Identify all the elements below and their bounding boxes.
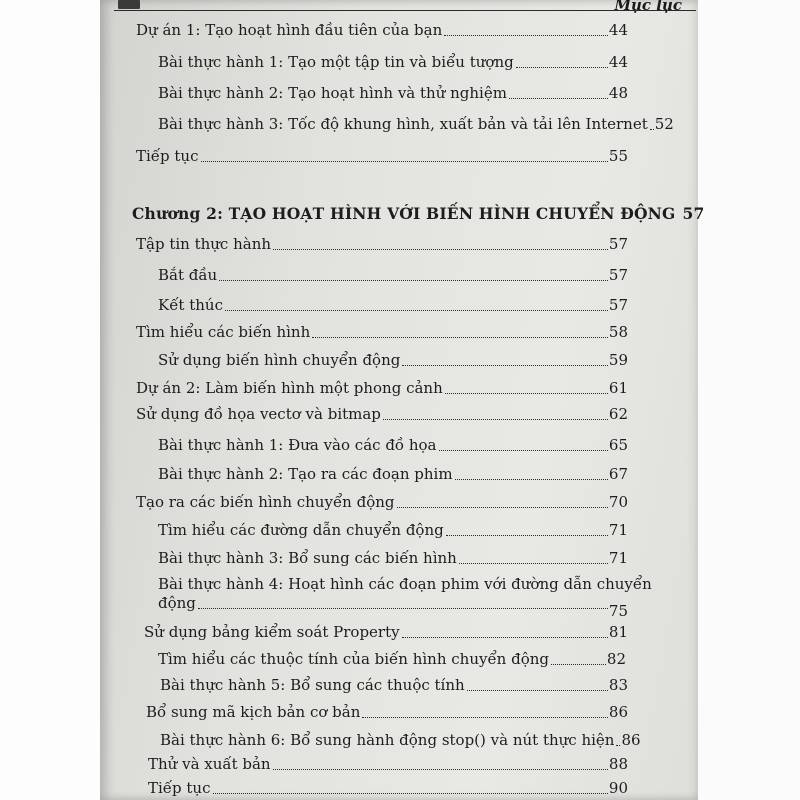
toc-entry-title: Tìm hiểu các biến hình bbox=[136, 323, 311, 341]
toc-entry-exercise-ch2-1 bbox=[158, 437, 628, 454]
toc-entry-tween-properties bbox=[158, 651, 626, 668]
toc-entry-title: Sử dụng bảng kiểm soát Property bbox=[144, 623, 400, 641]
toc-entry-page: 86 bbox=[621, 731, 641, 749]
dot-leader bbox=[312, 337, 608, 338]
toc-entry-exercise-3 bbox=[158, 115, 674, 133]
toc-entry-title: Bài thực hành 3: Bổ sung các biến hình bbox=[158, 549, 457, 567]
dot-leader bbox=[467, 690, 608, 691]
toc-entry-title-line1: Bài thực hành 4: Hoạt hình các đoạn phim với đường dẫn chuyển bbox=[158, 575, 652, 593]
toc-entry-title: Dự án 1: Tạo hoạt hình đầu tiên của bạn bbox=[136, 21, 443, 39]
toc-entry-basic-scripting bbox=[146, 704, 628, 721]
toc-entry-exercise-ch2-2 bbox=[158, 466, 628, 483]
toc-entry-page: 90 bbox=[608, 779, 628, 797]
dot-leader bbox=[459, 563, 608, 564]
book-page bbox=[100, 0, 705, 800]
toc-entry-page: 65 bbox=[608, 436, 628, 454]
toc-entry-exercise-ch2-4 bbox=[158, 575, 652, 620]
toc-entry-page: 71 bbox=[608, 549, 628, 567]
toc-entry-page: 70 bbox=[608, 493, 628, 511]
dot-leader bbox=[455, 479, 608, 480]
toc-entry-title: Bài thực hành 1: Đưa vào các đồ họa bbox=[158, 436, 437, 454]
toc-entry-page: 88 bbox=[608, 755, 628, 773]
toc-entry-page: 48 bbox=[608, 84, 628, 102]
dot-leader bbox=[650, 129, 654, 130]
toc-entry-page: 62 bbox=[608, 405, 628, 423]
header-rule bbox=[114, 10, 696, 11]
dot-leader bbox=[225, 310, 608, 311]
toc-entry-exercise-ch2-3 bbox=[158, 550, 628, 567]
background-left bbox=[0, 0, 100, 800]
dot-leader bbox=[616, 745, 620, 746]
toc-entry-title-line2: động bbox=[158, 594, 196, 612]
toc-entry-title: Bài thực hành 5: Bổ sung các thuộc tính bbox=[160, 676, 465, 694]
toc-entry-title: Tìm hiểu các đường dẫn chuyển động bbox=[158, 521, 444, 539]
toc-entry-page: 71 bbox=[608, 521, 628, 539]
toc-entry-start bbox=[158, 267, 628, 284]
toc-entry-page: 75 bbox=[608, 602, 628, 620]
toc-entry-finish bbox=[158, 297, 628, 314]
dot-leader bbox=[446, 535, 608, 536]
toc-entry-page: 83 bbox=[608, 676, 628, 694]
dot-leader bbox=[439, 450, 608, 451]
toc-entry-page: 86 bbox=[608, 703, 628, 721]
toc-entry-exercise-ch2-5 bbox=[160, 677, 628, 694]
toc-entry-use-motion-tween bbox=[158, 352, 628, 369]
dot-leader bbox=[445, 393, 608, 394]
toc-entry-title: Bài thực hành 2: Tạo ra các đoạn phim bbox=[158, 465, 453, 483]
toc-entry-page: 67 bbox=[608, 465, 628, 483]
toc-chapter-page: 57 bbox=[682, 204, 705, 223]
toc-entry-understand-tweens bbox=[136, 324, 628, 341]
toc-entry-motion-paths bbox=[158, 522, 628, 539]
toc-entry-title: Thử và xuất bản bbox=[148, 755, 271, 773]
background-right bbox=[696, 0, 800, 800]
toc-entry-page: 44 bbox=[608, 53, 628, 71]
toc-entry-vector-bitmap bbox=[136, 406, 628, 423]
toc-entry-project-2 bbox=[136, 380, 628, 397]
running-head: Mục lục bbox=[614, 0, 682, 14]
toc-entry-page: 52 bbox=[654, 115, 674, 133]
toc-entry-create-motion-tweens bbox=[136, 494, 628, 511]
toc-entry-title: Sử dụng đồ họa vectơ và bitmap bbox=[136, 405, 381, 423]
toc-entry-test-publish bbox=[148, 756, 628, 773]
toc-entry-page: 59 bbox=[608, 351, 628, 369]
corner-logo bbox=[118, 0, 140, 9]
toc-entry-title: Bài thực hành 3: Tốc độ khung hình, xuất bản và tải lên Internet bbox=[158, 115, 648, 133]
toc-entry-exercise-1 bbox=[158, 54, 628, 71]
toc-entry-exercise-2 bbox=[158, 85, 628, 102]
toc-entry-project-1 bbox=[136, 22, 628, 39]
dot-leader bbox=[362, 717, 608, 718]
toc-entry-continue-2 bbox=[148, 780, 628, 797]
dot-leader bbox=[551, 664, 606, 665]
dot-leader bbox=[444, 35, 608, 36]
toc-entry-title: Bài thực hành 6: Bổ sung hành động stop() và nút thực hiện bbox=[160, 731, 615, 749]
toc-entry-page: 57 bbox=[608, 296, 628, 314]
toc-entry-practice-files bbox=[136, 236, 628, 253]
dot-leader bbox=[273, 769, 608, 770]
toc-entry-page: 61 bbox=[608, 379, 628, 397]
toc-entry-continue-1 bbox=[136, 148, 628, 165]
toc-entry-title: Sử dụng biến hình chuyển động bbox=[158, 351, 401, 369]
toc-entry-page: 57 bbox=[608, 266, 628, 284]
toc-entry-exercise-ch2-6 bbox=[160, 731, 641, 749]
dot-leader bbox=[402, 365, 608, 366]
toc-entry-property-inspector bbox=[144, 624, 628, 641]
toc-entry-title: Tiếp tục bbox=[136, 147, 199, 165]
toc-entry-page: 58 bbox=[608, 323, 628, 341]
toc-entry-title: Kết thúc bbox=[158, 296, 223, 314]
dot-leader bbox=[402, 637, 608, 638]
toc-entry-title: Bài thực hành 2: Tạo hoạt hình và thử nghiệm bbox=[158, 84, 507, 102]
toc-chapter-2 bbox=[132, 204, 705, 223]
toc-entry-page: 81 bbox=[608, 623, 628, 641]
dot-leader bbox=[213, 793, 608, 794]
toc-chapter-title: Chương 2: TẠO HOẠT HÌNH VỚI BIẾN HÌNH CHUYỂN ĐỘNG bbox=[132, 204, 676, 223]
dot-leader bbox=[397, 507, 608, 508]
toc-entry-title: Tạo ra các biến hình chuyển động bbox=[136, 493, 395, 511]
dot-leader bbox=[201, 161, 608, 162]
toc-entry-title: Dự án 2: Làm biến hình một phong cảnh bbox=[136, 379, 443, 397]
dot-leader bbox=[509, 98, 608, 99]
dot-leader bbox=[273, 249, 608, 250]
toc-entry-page: 44 bbox=[608, 21, 628, 39]
dot-leader bbox=[219, 280, 608, 281]
dot-leader bbox=[383, 419, 608, 420]
toc-entry-title: Bài thực hành 1: Tạo một tập tin và biểu tượng bbox=[158, 53, 514, 71]
toc-entry-title: Bổ sung mã kịch bản cơ bản bbox=[146, 703, 361, 721]
toc-entry-page: 55 bbox=[608, 147, 628, 165]
toc-entry-title: Tập tin thực hành bbox=[136, 235, 272, 253]
toc-entry-title: Bắt đầu bbox=[158, 266, 218, 284]
dot-leader bbox=[198, 608, 608, 609]
toc-entry-title: Tìm hiểu các thuộc tính của biến hình chuyển động bbox=[158, 650, 550, 668]
toc-entry-page: 82 bbox=[606, 650, 626, 668]
dot-leader bbox=[516, 67, 608, 68]
toc-entry-page: 57 bbox=[608, 235, 628, 253]
toc-entry-title: Tiếp tục bbox=[148, 779, 211, 797]
